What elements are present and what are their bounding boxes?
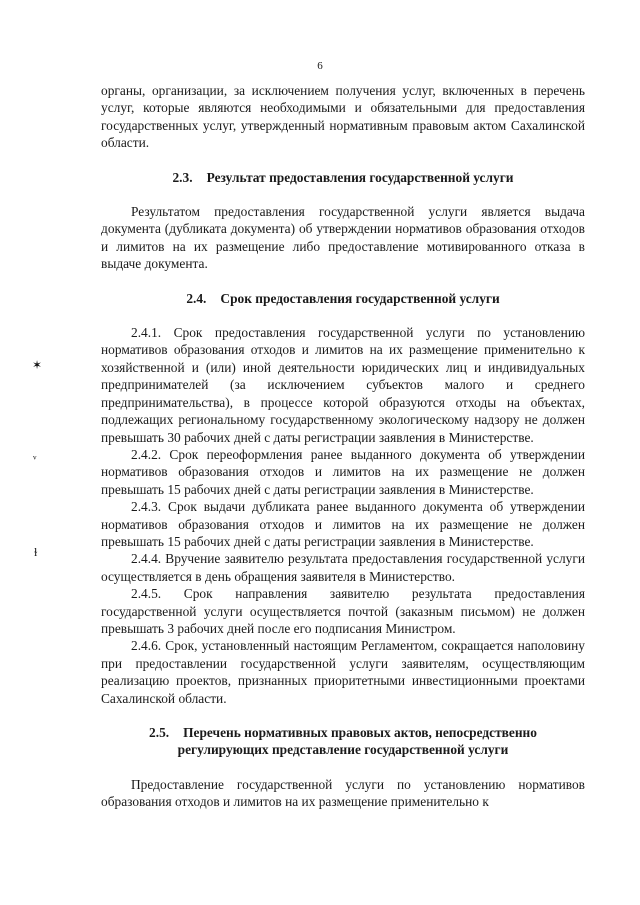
section-2-5-paragraph: Предоставление государственной услуги по установлению нормативов образования отходов и лимитов на их размещение применительно к (101, 776, 585, 810)
intro-paragraph: органы, организации, за исключением получения услуг, включенных в перечень услуг, которые являются необходимыми и обязательными для предоставления государственных услуг, утвержденный нормативным правовым актом Сахалинской области. (101, 83, 585, 151)
margin-scan-mark-2: ᵛ (33, 452, 37, 466)
section-2-5-heading (101, 724, 585, 759)
section-2-4-number: 2.4. (186, 290, 207, 306)
item-2-4-5: 2.4.5. Срок направления заявителю результата предоставления государственной услуги осуществляется почтой (заказным письмом) не должен превышать 3 рабочих дней после его подписания Министром. (101, 586, 585, 636)
margin-scan-mark-1: ✶ (32, 358, 43, 372)
section-2-5-title-line2: регулирующих представление государственной услуги (177, 742, 509, 758)
margin-scan-mark-3: ɫ (34, 545, 38, 559)
item-2-4-2: 2.4.2. Срок переоформления ранее выданного документа об утверждении нормативов образования отходов и лимитов на их размещение не должен превышать 15 рабочих дней с даты регистрации заявления в Министерстве. (101, 446, 585, 497)
document-body (101, 82, 585, 811)
item-2-4-3: 2.4.3. Срок выдачи дубликата ранее выданного документа об утверждении нормативов образования отходов и лимитов на их размещение не должен превышать 15 рабочих дней с даты регистрации заявления в Министерстве. (101, 499, 585, 549)
section-2-3-title: Результат предоставления государственной услуги (206, 169, 514, 185)
section-2-5-number: 2.5. (149, 725, 170, 740)
section-2-3-paragraph: Результатом предоставления государственной услуги является выдача документа (дубликата документа) об утверждении нормативов образования отходов и лимитов на их размещение либо предоставление мотивированного отказа в выдаче документа. (101, 204, 585, 272)
item-2-4-4: 2.4.4. Вручение заявителю результата предоставления государственной услуги осуществляется в день обращения заявителя в Министерство. (101, 551, 585, 584)
section-2-4-title: Срок предоставления государственной услуги (220, 290, 500, 306)
item-2-4-1: 2.4.1. Срок предоставления государственной услуги по установлению нормативов образования отходов и лимитов на их размещение применительно к хозяйственной и (или) иной деятельности юридических лиц и индивидуальных предпринимателей (за исключением субъектов малого и среднего предпринимательства), в процессе которой образуются отходы на объектах, подлежащих региональному государственному экологическому надзору не должен превышать 30 рабочих дней с даты регистрации заявления в Министерстве. (101, 325, 585, 445)
section-2-4-heading (101, 290, 585, 307)
section-2-3-number: 2.3. (172, 169, 193, 185)
section-2-3-heading (101, 169, 585, 186)
page-number: 6 (317, 60, 323, 72)
item-2-4-6: 2.4.6. Срок, установленный настоящим Регламентом, сокращается наполовину при предоставлении государственной услуги заявителям, осуществляющим реализацию проектов, признанных приоритетными инвестиционными проектами Сахалинской области. (101, 638, 585, 706)
section-2-5-title-line1: Перечень нормативных правовых актов, непосредственно (183, 725, 537, 740)
